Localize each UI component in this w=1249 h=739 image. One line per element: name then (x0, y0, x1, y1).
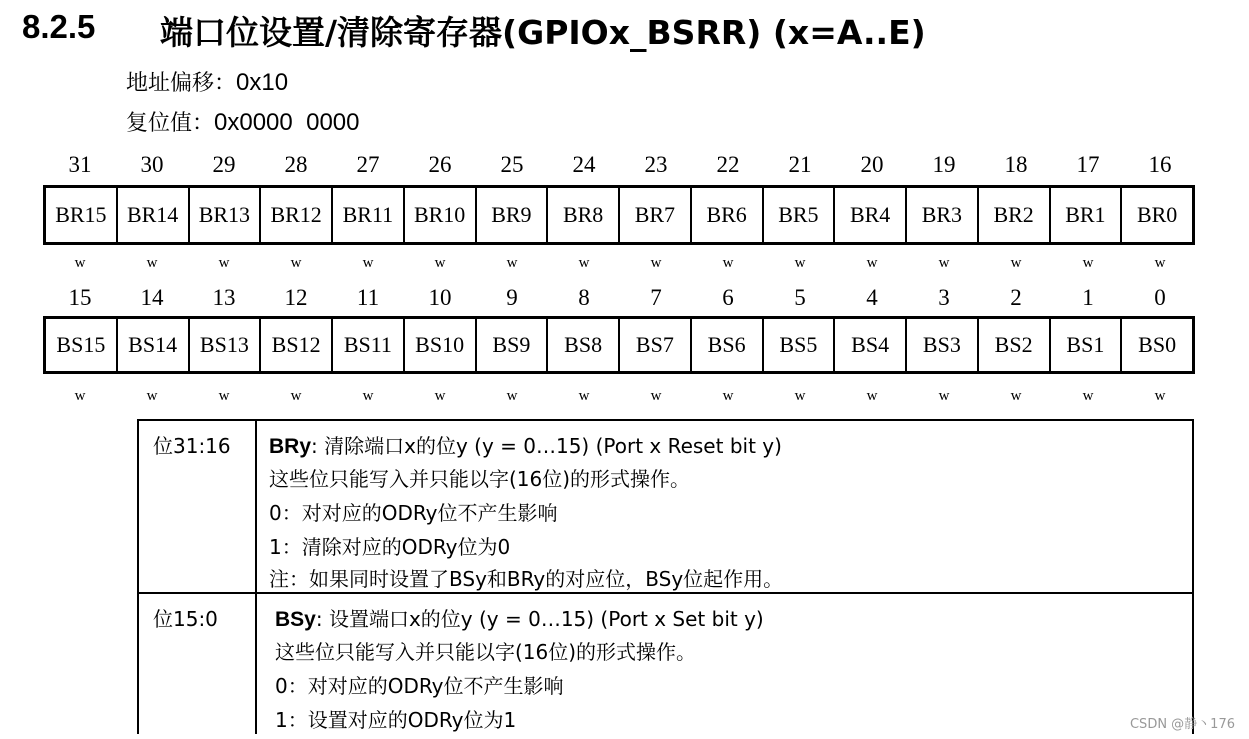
bit-number: 16 (1148, 152, 1172, 177)
bit-number: 30 (140, 152, 164, 177)
bit-field-cell: BS3 (907, 319, 979, 371)
access-type: w (1082, 255, 1094, 271)
bit-field-cell: BS15 (46, 319, 118, 371)
access-type: w (146, 388, 158, 404)
description-line: 0：对对应的ODRy位不产生影响 (269, 501, 558, 525)
field-name: BRy (269, 435, 312, 458)
bit-numbers-high (44, 152, 1196, 178)
bit-number: 14 (140, 285, 164, 310)
field-heading (269, 430, 782, 459)
access-type: w (362, 388, 374, 404)
address-offset-value: 0x10 (236, 69, 289, 96)
bit-field-cell: BS7 (620, 319, 692, 371)
bit-range-label: 位15:0 (153, 607, 218, 631)
register-fields-low (43, 316, 1195, 374)
bit-field-cell: BS6 (692, 319, 764, 371)
bit-field-cell: BS9 (477, 319, 549, 371)
bit-number: 31 (68, 152, 92, 177)
bit-number: 1 (1082, 285, 1094, 310)
bit-number: 27 (356, 152, 380, 177)
access-type: w (938, 388, 950, 404)
access-type: w (1154, 388, 1166, 404)
access-type: w (218, 388, 230, 404)
bit-number: 28 (284, 152, 308, 177)
description-line: 这些位只能写入并只能以字(16位)的形式操作。 (275, 640, 697, 664)
access-type: w (866, 255, 878, 271)
bit-number: 0 (1154, 285, 1166, 310)
bit-number: 3 (938, 285, 950, 310)
address-offset (126, 66, 288, 97)
field-heading (275, 603, 764, 632)
access-type: w (74, 388, 86, 404)
bit-field-cell: BR7 (620, 188, 692, 242)
bit-field-cell: BR10 (405, 188, 477, 242)
bit-field-cell: BR4 (835, 188, 907, 242)
bit-field-cell: BR12 (261, 188, 333, 242)
reset-value-label: 复位值： (126, 111, 215, 136)
access-type: w (434, 388, 446, 404)
reset-value (126, 106, 359, 137)
access-type: w (722, 255, 734, 271)
bit-field-cell: BS2 (979, 319, 1051, 371)
access-type: w (1010, 255, 1022, 271)
bit-number: 7 (650, 285, 662, 310)
bit-number: 5 (794, 285, 806, 310)
bit-field-cell: BR1 (1051, 188, 1123, 242)
bit-number: 6 (722, 285, 734, 310)
bit-number: 29 (212, 152, 236, 177)
bit-field-cell: BS13 (190, 319, 262, 371)
bit-field-cell: BS4 (835, 319, 907, 371)
bit-number: 17 (1076, 152, 1100, 177)
bit-number: 8 (578, 285, 590, 310)
access-type: w (578, 255, 590, 271)
description-line: 1：清除对应的ODRy位为0 (269, 535, 511, 559)
access-type: w (650, 255, 662, 271)
bit-field-cell: BR13 (190, 188, 262, 242)
bit-field-cell: BS11 (333, 319, 405, 371)
description-line: 0：对对应的ODRy位不产生影响 (275, 674, 564, 698)
bit-number: 9 (506, 285, 518, 310)
bit-number: 23 (644, 152, 668, 177)
access-type: w (650, 388, 662, 404)
bit-number: 26 (428, 152, 452, 177)
bit-field-cell: BS10 (405, 319, 477, 371)
description-line: 1：设置对应的ODRy位为1 (275, 708, 517, 732)
description-note: 注：如果同时设置了BSy和BRy的对应位，BSy位起作用。 (269, 567, 784, 591)
bit-field-cell: BS8 (548, 319, 620, 371)
bit-number: 24 (572, 152, 596, 177)
bit-field-cell: BS0 (1138, 332, 1177, 357)
bit-field-cell: BR8 (548, 188, 620, 242)
bit-field-cell: BR9 (477, 188, 549, 242)
bit-field-cell: BR6 (692, 188, 764, 242)
bit-field-cell: BR11 (333, 188, 405, 242)
reset-value-value: 0x0000 0000 (214, 109, 360, 136)
bit-field-cell: BR14 (118, 188, 190, 242)
bit-number: 13 (212, 285, 236, 310)
access-type: w (434, 255, 446, 271)
access-type: w (1082, 388, 1094, 404)
bit-number: 20 (860, 152, 884, 177)
access-row-low (44, 388, 1196, 405)
access-type: w (1010, 388, 1022, 404)
bit-field-cell: BS12 (261, 319, 333, 371)
bit-field-cell: BS1 (1051, 319, 1123, 371)
access-type: w (218, 255, 230, 271)
register-fields-high (43, 185, 1195, 245)
bit-field-cell: BR15 (46, 188, 118, 242)
bit-number: 15 (68, 285, 92, 310)
bit-field-cell: BR3 (907, 188, 979, 242)
field-name: BSy (275, 608, 316, 631)
access-type: w (290, 255, 302, 271)
access-type: w (1154, 255, 1166, 271)
access-type: w (794, 255, 806, 271)
csdn-watermark: CSDN @静丶176 (1129, 717, 1235, 732)
access-type: w (506, 388, 518, 404)
field-heading-text: : 设置端口x的位y (y = 0…15) (Port x Set bit y) (315, 607, 764, 631)
access-type: w (74, 255, 86, 271)
bit-number: 4 (866, 285, 878, 310)
row-divider (139, 592, 1192, 594)
access-type: w (506, 255, 518, 271)
access-type: w (866, 388, 878, 404)
bit-field-cell: BR2 (979, 188, 1051, 242)
bit-number: 18 (1004, 152, 1028, 177)
bit-numbers-low (44, 285, 1196, 311)
bit-number: 2 (1010, 285, 1022, 310)
access-type: w (290, 388, 302, 404)
access-type: w (578, 388, 590, 404)
bit-range-label: 位31:16 (153, 434, 231, 458)
column-divider (255, 421, 257, 734)
bit-number: 21 (788, 152, 812, 177)
bit-number: 11 (356, 285, 380, 310)
access-type: w (362, 255, 374, 271)
bit-field-cell: BS5 (764, 319, 836, 371)
field-heading-text: : 清除端口x的位y (y = 0…15) (Port x Reset bit y) (311, 434, 782, 458)
bit-number: 19 (932, 152, 956, 177)
bit-field-cell: BR5 (764, 188, 836, 242)
bit-field-cell: BR0 (1136, 202, 1178, 227)
bit-field-cell: BS14 (118, 319, 190, 371)
access-type: w (938, 255, 950, 271)
access-type: w (794, 388, 806, 404)
bit-number: 25 (500, 152, 524, 177)
field-description-table (137, 419, 1194, 734)
bit-number: 22 (716, 152, 740, 177)
address-offset-label: 地址偏移： (126, 71, 237, 96)
bit-number: 10 (428, 285, 452, 310)
section-number: 8.2.5 (22, 8, 96, 45)
section-title: 端口位设置/清除寄存器(GPIOx_BSRR) (x=A..E) (160, 13, 926, 52)
access-row-high (44, 255, 1196, 272)
bit-number: 12 (284, 285, 308, 310)
access-type: w (146, 255, 158, 271)
access-type: w (722, 388, 734, 404)
description-line: 这些位只能写入并只能以字(16位)的形式操作。 (269, 467, 691, 491)
